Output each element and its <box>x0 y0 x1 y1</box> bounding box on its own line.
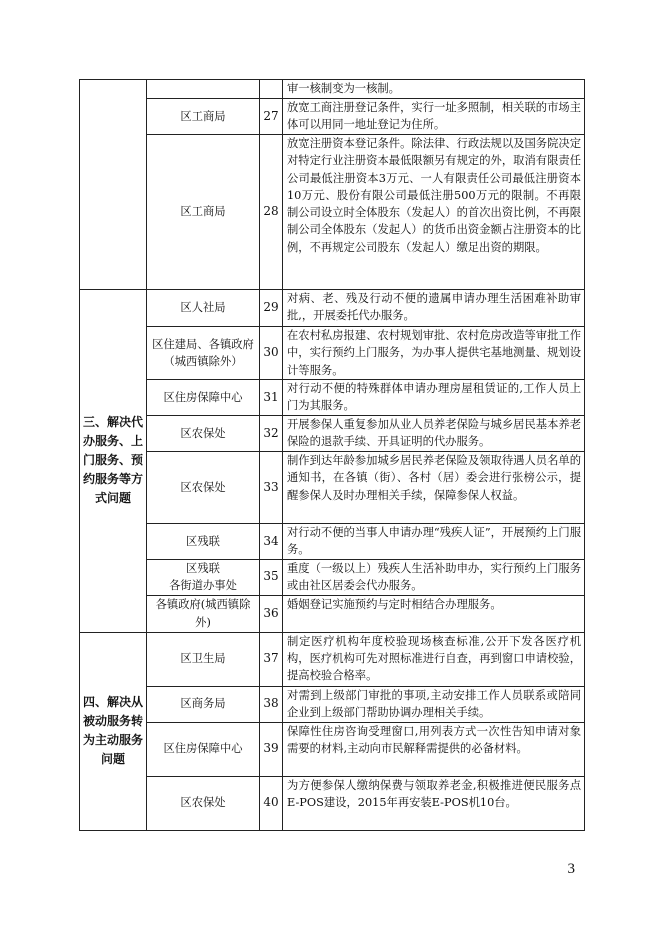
number-cell: 34 <box>260 524 283 560</box>
number-cell: 40 <box>260 776 283 830</box>
dept-cell: 区农保处 <box>147 452 260 524</box>
table-row <box>80 416 585 452</box>
content-cell: 对行动不便的当事人申请办理“残疾人证”，开展预约上门服务。 <box>283 524 585 560</box>
content-cell: 制定医疗机构年度校验现场核查标准,公开下发各医疗机构，医疗机构可先对照标准进行自查，再到窗口申请校验，提高校验合格率。 <box>283 632 585 686</box>
content-cell: 放宽工商注册登记条件，实行一址多照制，相关联的市场主体可以用同一地址登记为住所。 <box>283 99 585 135</box>
content-cell: 放宽注册资本登记条件。除法律、行政法规以及国务院决定对特定行业注册资本最低限额另有规定的外，取消有限责任公司最低注册资本3万元、一人有限责任公司最低注册资本10万元、股份有限公司最低注册500万元的限制。不再限制公司设立时全体股东（发起人）的首次出资比例，不再限制公司全体股东（发起人）的货币出资金额占注册资本的比例，不再规定公司股东（发起人）缴足出资的期限。 <box>283 135 585 290</box>
table-row <box>80 99 585 135</box>
dept-cell: 区住房保障中心 <box>147 722 260 776</box>
category-cell-continued <box>80 80 147 290</box>
table-row <box>80 524 585 560</box>
table-row <box>80 559 585 595</box>
number-cell: 31 <box>260 380 283 416</box>
number-cell: 38 <box>260 686 283 722</box>
dept-cell: 区住建局、各镇政府（城西镇除外） <box>147 327 260 380</box>
table-row <box>80 80 585 99</box>
page-number: 3 <box>567 861 575 877</box>
dept-cell: 各镇政府(城西镇除外) <box>147 595 260 632</box>
content-cell: 保障性住房咨询受理窗口,用列表方式一次性告知申请对象需要的材料,主动向市民解释需提供的必备材料。 <box>283 722 585 776</box>
table-row <box>80 327 585 380</box>
category-cell: 三、解决代办服务、上门服务、预约服务等方式问题 <box>80 290 147 633</box>
table-row <box>80 290 585 327</box>
policy-table <box>79 79 585 831</box>
dept-cell: 区卫生局 <box>147 632 260 686</box>
content-cell: 对病、老、残及行动不便的遗属申请办理生活困难补助审批,，开展委托代办服务。 <box>283 290 585 327</box>
dept-cell: 区残联 <box>147 524 260 560</box>
number-cell <box>260 80 283 99</box>
category-cell: 四、解决从被动服务转为主动服务问题 <box>80 632 147 830</box>
content-cell: 对行动不便的特殊群体申请办理房屋租赁证的,工作人员上门为其服务。 <box>283 380 585 416</box>
table-row <box>80 380 585 416</box>
content-cell: 审一核制变为一核制。 <box>283 80 585 99</box>
content-cell: 对需到上级部门审批的事项,主动安排工作人员联系或陪同企业到上级部门帮助协调办理相关手续。 <box>283 686 585 722</box>
content-cell: 重度（一级以上）残疾人生活补助申办，实行预约上门服务或由社区居委会代办服务。 <box>283 559 585 595</box>
content-cell: 婚姻登记实施预约与定时相结合办理服务。 <box>283 595 585 632</box>
table-row <box>80 776 585 830</box>
table-row <box>80 632 585 686</box>
dept-cell <box>147 80 260 99</box>
content-cell: 制作到达年龄参加城乡居民养老保险及领取待遇人员名单的通知书，在各镇（街）、各村（居）委会进行张榜公示，提醒参保人及时办理相关手续，保障参保人权益。 <box>283 452 585 524</box>
dept-cell: 区残联 各街道办事处 <box>147 559 260 595</box>
table-row <box>80 452 585 524</box>
content-cell: 开展参保人重复参加从业人员养老保险与城乡居民基本养老保险的退款手续、开具证明的代办服务。 <box>283 416 585 452</box>
table-row <box>80 595 585 632</box>
table-row <box>80 722 585 776</box>
number-cell: 29 <box>260 290 283 327</box>
number-cell: 27 <box>260 99 283 135</box>
number-cell: 28 <box>260 135 283 290</box>
number-cell: 36 <box>260 595 283 632</box>
table-row <box>80 135 585 290</box>
dept-cell: 区商务局 <box>147 686 260 722</box>
number-cell: 39 <box>260 722 283 776</box>
table-row <box>80 686 585 722</box>
number-cell: 33 <box>260 452 283 524</box>
content-cell: 为方便参保人缴纳保费与领取养老金,积极推进便民服务点E-POS建设，2015年再安装E-POS机10台。 <box>283 776 585 830</box>
number-cell: 32 <box>260 416 283 452</box>
content-cell: 在农村私房报建、农村规划审批、农村危房改造等审批工作中，实行预约上门服务，为办事人提供宅基地测量、规划设计等服务。 <box>283 327 585 380</box>
dept-cell: 区农保处 <box>147 416 260 452</box>
dept-cell: 区工商局 <box>147 135 260 290</box>
number-cell: 30 <box>260 327 283 380</box>
number-cell: 37 <box>260 632 283 686</box>
dept-cell: 区住房保障中心 <box>147 380 260 416</box>
dept-cell: 区人社局 <box>147 290 260 327</box>
dept-cell: 区工商局 <box>147 99 260 135</box>
number-cell: 35 <box>260 559 283 595</box>
dept-cell: 区农保处 <box>147 776 260 830</box>
